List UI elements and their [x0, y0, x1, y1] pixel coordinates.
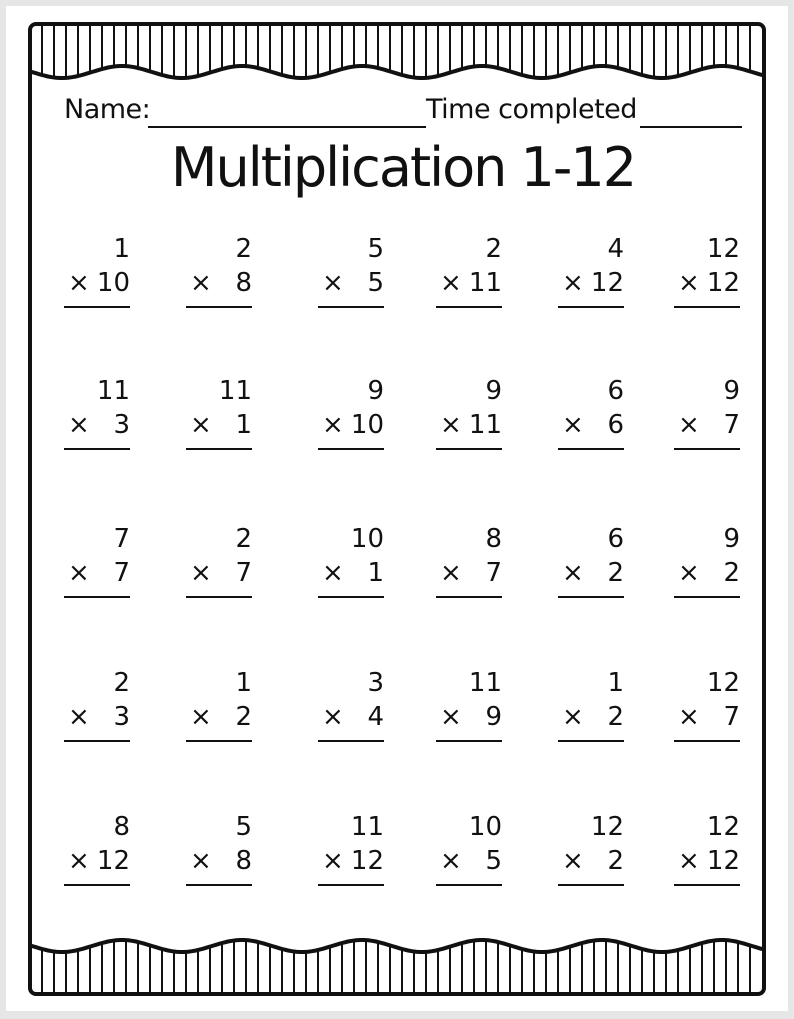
header-fields [64, 92, 744, 136]
times-sign: × [678, 846, 700, 876]
multiplicand: 1 [607, 668, 624, 698]
time-completed-label: Time completed [426, 94, 637, 125]
name-blank-line[interactable] [148, 126, 426, 128]
answer-line[interactable] [64, 448, 130, 450]
times-sign: × [678, 558, 700, 588]
multiplication-problem [318, 668, 384, 748]
answer-line[interactable] [318, 306, 384, 308]
times-sign: × [190, 410, 212, 440]
times-sign: × [68, 410, 90, 440]
answer-line[interactable] [318, 596, 384, 598]
multiplication-problem [436, 376, 502, 456]
multiplication-problem [436, 668, 502, 748]
multiplication-problem [318, 524, 384, 604]
multiplicand: 11 [218, 376, 252, 406]
times-sign: × [678, 268, 700, 298]
multiplication-problem [186, 524, 252, 604]
times-sign: × [190, 268, 212, 298]
multiplicand: 9 [723, 524, 740, 554]
multiplier: 2 [723, 558, 740, 588]
multiplicand: 8 [113, 812, 130, 842]
multiplier: 12 [706, 268, 740, 298]
multiplicand: 12 [590, 812, 624, 842]
multiplication-problem [674, 812, 740, 892]
multiplication-problem [64, 668, 130, 748]
multiplication-problem [64, 524, 130, 604]
answer-line[interactable] [186, 306, 252, 308]
multiplier: 12 [96, 846, 130, 876]
answer-line[interactable] [558, 448, 624, 450]
multiplicand: 1 [113, 234, 130, 264]
multiplier: 11 [468, 268, 502, 298]
multiplicand: 10 [468, 812, 502, 842]
multiplication-problem [64, 234, 130, 314]
multiplicand: 11 [96, 376, 130, 406]
answer-line[interactable] [186, 884, 252, 886]
times-sign: × [68, 846, 90, 876]
multiplicand: 5 [235, 812, 252, 842]
multiplier: 8 [235, 846, 252, 876]
multiplication-problem [436, 524, 502, 604]
answer-line[interactable] [64, 596, 130, 598]
answer-line[interactable] [674, 596, 740, 598]
multiplicand: 4 [607, 234, 624, 264]
multiplicand: 1 [235, 668, 252, 698]
top-striped-border [32, 26, 762, 90]
multiplicand: 2 [485, 234, 502, 264]
multiplier: 9 [485, 702, 502, 732]
multiplier: 7 [723, 410, 740, 440]
answer-line[interactable] [64, 884, 130, 886]
times-sign: × [322, 268, 344, 298]
times-sign: × [562, 558, 584, 588]
answer-line[interactable] [436, 884, 502, 886]
multiplicand: 2 [235, 524, 252, 554]
answer-line[interactable] [436, 448, 502, 450]
multiplication-problem [64, 812, 130, 892]
answer-line[interactable] [674, 884, 740, 886]
multiplier: 5 [367, 268, 384, 298]
answer-line[interactable] [674, 306, 740, 308]
answer-line[interactable] [436, 740, 502, 742]
multiplier: 2 [607, 558, 624, 588]
answer-line[interactable] [318, 448, 384, 450]
multiplication-problem [318, 376, 384, 456]
multiplier: 10 [96, 268, 130, 298]
times-sign: × [562, 410, 584, 440]
multiplier: 2 [235, 702, 252, 732]
multiplicand: 2 [113, 668, 130, 698]
multiplier: 12 [350, 846, 384, 876]
times-sign: × [440, 702, 462, 732]
multiplication-problem [318, 812, 384, 892]
multiplicand: 9 [367, 376, 384, 406]
multiplicand: 3 [367, 668, 384, 698]
multiplication-problem [674, 234, 740, 314]
multiplier: 7 [485, 558, 502, 588]
answer-line[interactable] [186, 596, 252, 598]
multiplication-problem [674, 668, 740, 748]
answer-line[interactable] [674, 448, 740, 450]
name-label: Name: [64, 94, 151, 125]
multiplier: 1 [367, 558, 384, 588]
multiplicand: 11 [350, 812, 384, 842]
multiplier: 6 [607, 410, 624, 440]
bottom-striped-border [32, 928, 762, 992]
multiplier: 7 [113, 558, 130, 588]
times-sign: × [440, 410, 462, 440]
times-sign: × [678, 410, 700, 440]
multiplier: 3 [113, 702, 130, 732]
times-sign: × [68, 268, 90, 298]
answer-line[interactable] [64, 306, 130, 308]
multiplication-problem [436, 812, 502, 892]
times-sign: × [190, 702, 212, 732]
times-sign: × [190, 558, 212, 588]
answer-line[interactable] [186, 448, 252, 450]
multiplication-problem [674, 524, 740, 604]
multiplication-problem [558, 524, 624, 604]
multiplication-problem [558, 376, 624, 456]
times-sign: × [322, 558, 344, 588]
times-sign: × [440, 558, 462, 588]
multiplicand: 7 [113, 524, 130, 554]
multiplicand: 12 [706, 812, 740, 842]
multiplicand: 6 [607, 524, 624, 554]
multiplier: 3 [113, 410, 130, 440]
multiplier: 1 [235, 410, 252, 440]
multiplicand: 6 [607, 376, 624, 406]
multiplication-problem [558, 668, 624, 748]
multiplier: 12 [706, 846, 740, 876]
multiplication-problem [186, 668, 252, 748]
times-sign: × [68, 558, 90, 588]
answer-line[interactable] [186, 740, 252, 742]
multiplier: 12 [590, 268, 624, 298]
multiplicand: 5 [367, 234, 384, 264]
multiplication-problem [318, 234, 384, 314]
multiplier: 7 [235, 558, 252, 588]
multiplier: 8 [235, 268, 252, 298]
times-sign: × [440, 268, 462, 298]
multiplier: 11 [468, 410, 502, 440]
multiplication-problem [186, 376, 252, 456]
times-sign: × [440, 846, 462, 876]
times-sign: × [190, 846, 212, 876]
multiplication-problem [186, 234, 252, 314]
multiplicand: 9 [485, 376, 502, 406]
answer-line[interactable] [436, 306, 502, 308]
multiplier: 2 [607, 846, 624, 876]
multiplicand: 11 [468, 668, 502, 698]
times-sign: × [322, 702, 344, 732]
multiplication-problem [558, 812, 624, 892]
multiplicand: 2 [235, 234, 252, 264]
multiplication-problem [674, 376, 740, 456]
multiplicand: 12 [706, 668, 740, 698]
answer-line[interactable] [558, 884, 624, 886]
time-completed-blank-line[interactable] [640, 126, 742, 128]
answer-line[interactable] [64, 740, 130, 742]
worksheet-page [6, 6, 788, 1011]
times-sign: × [68, 702, 90, 732]
worksheet-title: Multiplication 1-12 [170, 136, 636, 199]
multiplicand: 12 [706, 234, 740, 264]
answer-line[interactable] [558, 740, 624, 742]
answer-line[interactable] [436, 596, 502, 598]
multiplication-problem [186, 812, 252, 892]
multiplier: 5 [485, 846, 502, 876]
answer-line[interactable] [674, 740, 740, 742]
times-sign: × [562, 268, 584, 298]
multiplicand: 8 [485, 524, 502, 554]
multiplier: 10 [350, 410, 384, 440]
times-sign: × [562, 846, 584, 876]
multiplication-problem [64, 376, 130, 456]
answer-line[interactable] [558, 306, 624, 308]
multiplication-problem [558, 234, 624, 314]
answer-line[interactable] [318, 884, 384, 886]
multiplicand: 10 [350, 524, 384, 554]
times-sign: × [322, 846, 344, 876]
multiplier: 4 [367, 702, 384, 732]
answer-line[interactable] [318, 740, 384, 742]
multiplier: 7 [723, 702, 740, 732]
answer-line[interactable] [558, 596, 624, 598]
times-sign: × [322, 410, 344, 440]
times-sign: × [562, 702, 584, 732]
times-sign: × [678, 702, 700, 732]
multiplier: 2 [607, 702, 624, 732]
multiplicand: 9 [723, 376, 740, 406]
multiplication-problem [436, 234, 502, 314]
